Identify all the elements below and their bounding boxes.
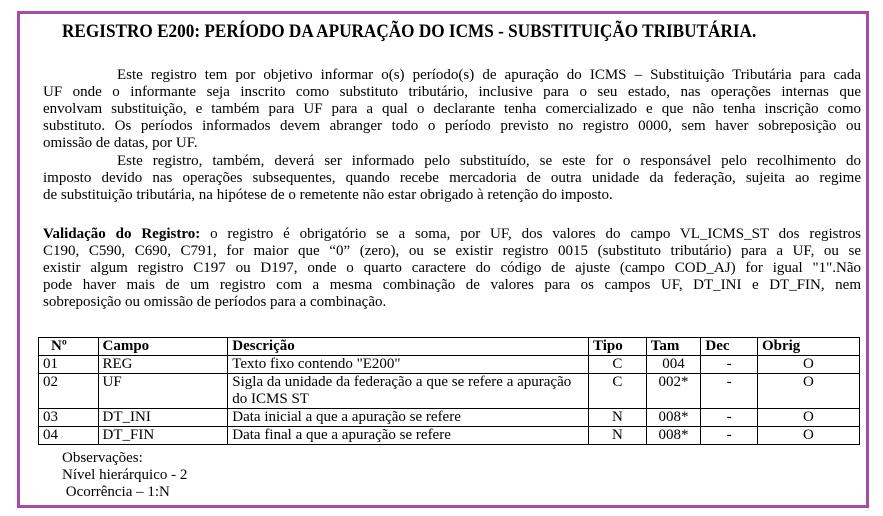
table-row [39,356,860,374]
paragraph-1-line: omissão de datas, por UF. [43,135,198,151]
cell-no: 04 [39,427,99,445]
column-header-obrig: Obrig [757,338,859,356]
cell-campo: DT_INI [98,409,228,427]
paragraph-1-line: UF onde o informante seja inscrito como substituto tributário, inclusive para o seu estado, nas operações internas que [43,84,861,100]
paragraph-2-line: de substituição tributária, na hipótese de o remetente não estar obrigado à retenção do imposto. [43,187,613,203]
cell-obrig: O [757,427,859,445]
cell-obrig: O [757,409,859,427]
cell-tam: 004 [646,356,701,374]
column-header-dec: Dec [701,338,758,356]
validation-label: Validação do Registro: [43,226,201,242]
cell-dec: - [701,356,758,374]
page-title: REGISTRO E200: PERÍODO DA APURAÇÃO DO ICMS - SUBSTITUIÇÃO TRIBUTÁRIA. [62,21,757,42]
cell-obrig: O [757,374,859,409]
paragraph-1-line: Este registro tem por objetivo informar o(s) período(s) de apuração do ICMS – Substituição Tributária para cada [117,67,861,83]
cell-tipo: C [589,374,647,409]
cell-no: 03 [39,409,99,427]
cell-campo: DT_FIN [98,427,228,445]
cell-descricao: Data inicial a que a apuração se refere [228,409,589,427]
validation-line: sobreposição ou omissão de períodos para a combinação. [43,294,387,310]
cell-tam: 008* [646,427,701,445]
column-header-tam: Tam [646,338,701,356]
cell-tam: 002* [646,374,701,409]
cell-no: 01 [39,356,99,374]
cell-tipo: C [589,356,647,374]
cell-tipo: N [589,409,647,427]
observations-label: Observações: [62,450,143,466]
paragraph-1-line: envolvam substituição, e também para UF para a qual o declarante tenha comercializado e que não tenha inscrição como [43,101,861,117]
cell-descricao: Data final a que a apuração se refere [228,427,589,445]
observations-level: Nível hierárquico - 2 [62,467,188,483]
validation-line: C190, C590, C690, C791, for maior que “0” (zero), ou se existir registro 0015 (substituto tributário) para a UF, ou se [43,243,861,259]
cell-no: 02 [39,374,99,409]
table-header-row [39,338,860,356]
validation-line [43,226,861,243]
cell-dec: - [701,427,758,445]
observations-occurrence: Ocorrência – 1:N [62,484,170,500]
cell-descricao: Sigla da unidade da federação a que se refere a apuração do ICMS ST [228,374,589,409]
validation-line: pode haver mais de um registro com a mesma combinação de valores para os campos UF, DT_INI e DT_FIN, nem [43,277,861,293]
cell-tipo: N [589,427,647,445]
cell-campo: REG [98,356,228,374]
paragraph-1-line: substituto. Os períodos informados devem abranger todo o período previsto no registro 0000, sem haver sobreposição ou [43,118,861,134]
paragraph-2-line: imposto devido nas operações subsequentes, quando recebe mercadoria de outra unidade da federação, sujeita ao regime [43,170,861,186]
cell-tam: 008* [646,409,701,427]
cell-campo: UF [98,374,228,409]
cell-dec: - [701,409,758,427]
cell-descricao: Texto fixo contendo "E200" [228,356,589,374]
fields-table [38,337,860,445]
table-row [39,374,860,409]
table-row [39,427,860,445]
column-header-no: Nº [39,338,99,356]
column-header-campo: Campo [98,338,228,356]
paragraph-2-line: Este registro, também, deverá ser informado pelo substituído, se este for o responsável pelo recolhimento do [117,153,861,169]
column-header-tipo: Tipo [589,338,647,356]
cell-dec: - [701,374,758,409]
validation-line: existir algum registro C197 ou D197, onde o quarto caractere do código de ajuste (campo COD_AJ) for igual "1".Não [43,260,861,276]
column-header-descricao: Descrição [228,338,589,356]
cell-obrig: O [757,356,859,374]
validation-text: o registro é obrigatório se a soma, por UF, dos valores do campo VL_ICMS_ST dos registros [200,226,861,242]
table-row [39,409,860,427]
